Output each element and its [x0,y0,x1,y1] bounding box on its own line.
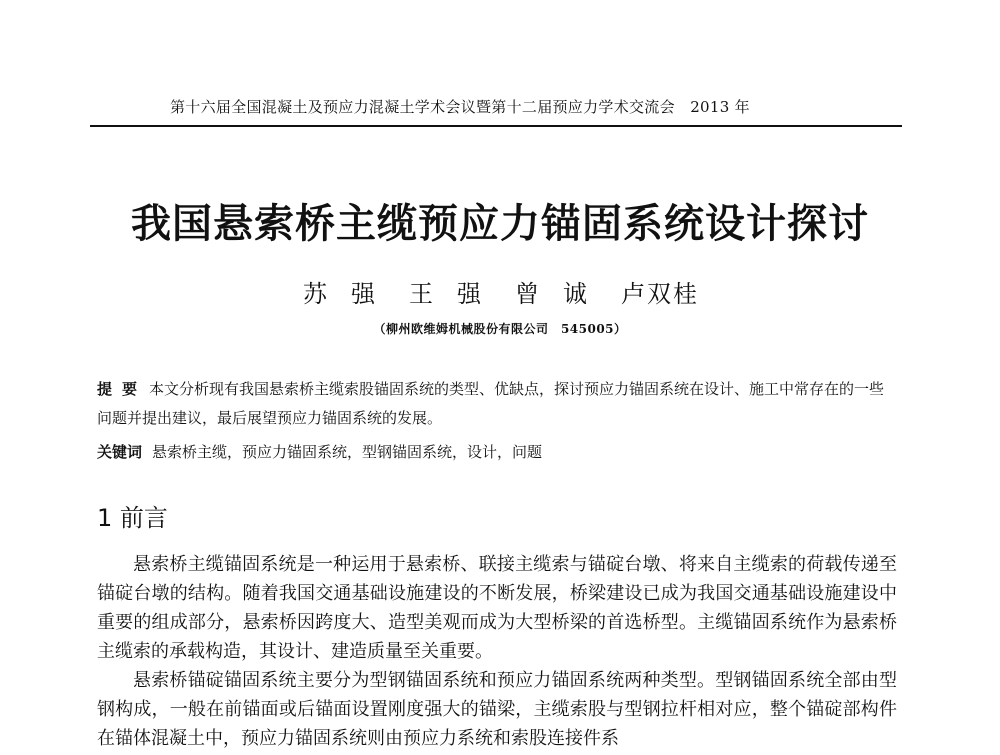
keywords-label: 关键词 [97,443,143,461]
author-1: 苏强 [303,280,399,308]
header-rule [90,125,902,127]
abstract [97,375,897,433]
body-text [97,550,897,753]
affiliation: （柳州欧维姆机械股份有限公司 545005） [373,322,627,336]
author-4: 卢双桂 [621,280,699,308]
author-2: 王强 [409,280,505,308]
author-3: 曾诚 [515,280,611,308]
author-list [0,274,1000,309]
abstract-text: 本文分析现有我国悬索桥主缆索股锚固系统的类型、优缺点，探讨预应力锚固系统在设计、施工中常存在的一些问题并提出建议，最后展望预应力锚固系统的发展。 [97,380,885,427]
paragraph-2: 悬索桥锚碇锚固系统主要分为型钢锚固系统和预应力锚固系统两种类型。型钢锚固系统全部由型钢构成，一般在前锚面或后锚面设置刚度强大的锚梁，主缆索股与型钢拉杆相对应，整个锚碇部构件在锚体混凝土中，预应力锚固系统则由预应力系统和索股连接件系 [97,670,897,749]
keywords [97,441,897,463]
paper-title: 我国悬索桥主缆预应力锚固系统设计探讨 [131,201,869,247]
section-heading: 1 前言 [97,504,168,532]
keywords-text: 悬索桥主缆，预应力锚固系统，型钢锚固系统，设计，问题 [152,443,543,461]
paragraph-1: 悬索桥主缆锚固系统是一种运用于悬索桥、联接主缆索与锚碇台墩、将来自主缆索的荷载传递至锚碇台墩的结构。随着我国交通基础设施建设的不断发展，桥梁建设已成为我国交通基础设施建设中重要的组成部分，悬索桥因跨度大、造型美观而成为大型桥梁的首选桥型。主缆锚固系统作为悬索桥主缆索的承载构造，其设计、建造质量至关重要。 [97,554,897,662]
abstract-label: 提要 [97,380,148,398]
running-head: 第十六届全国混凝土及预应力混凝土学术会议暨第十二届预应力学术交流会 2013 年 [170,98,750,116]
